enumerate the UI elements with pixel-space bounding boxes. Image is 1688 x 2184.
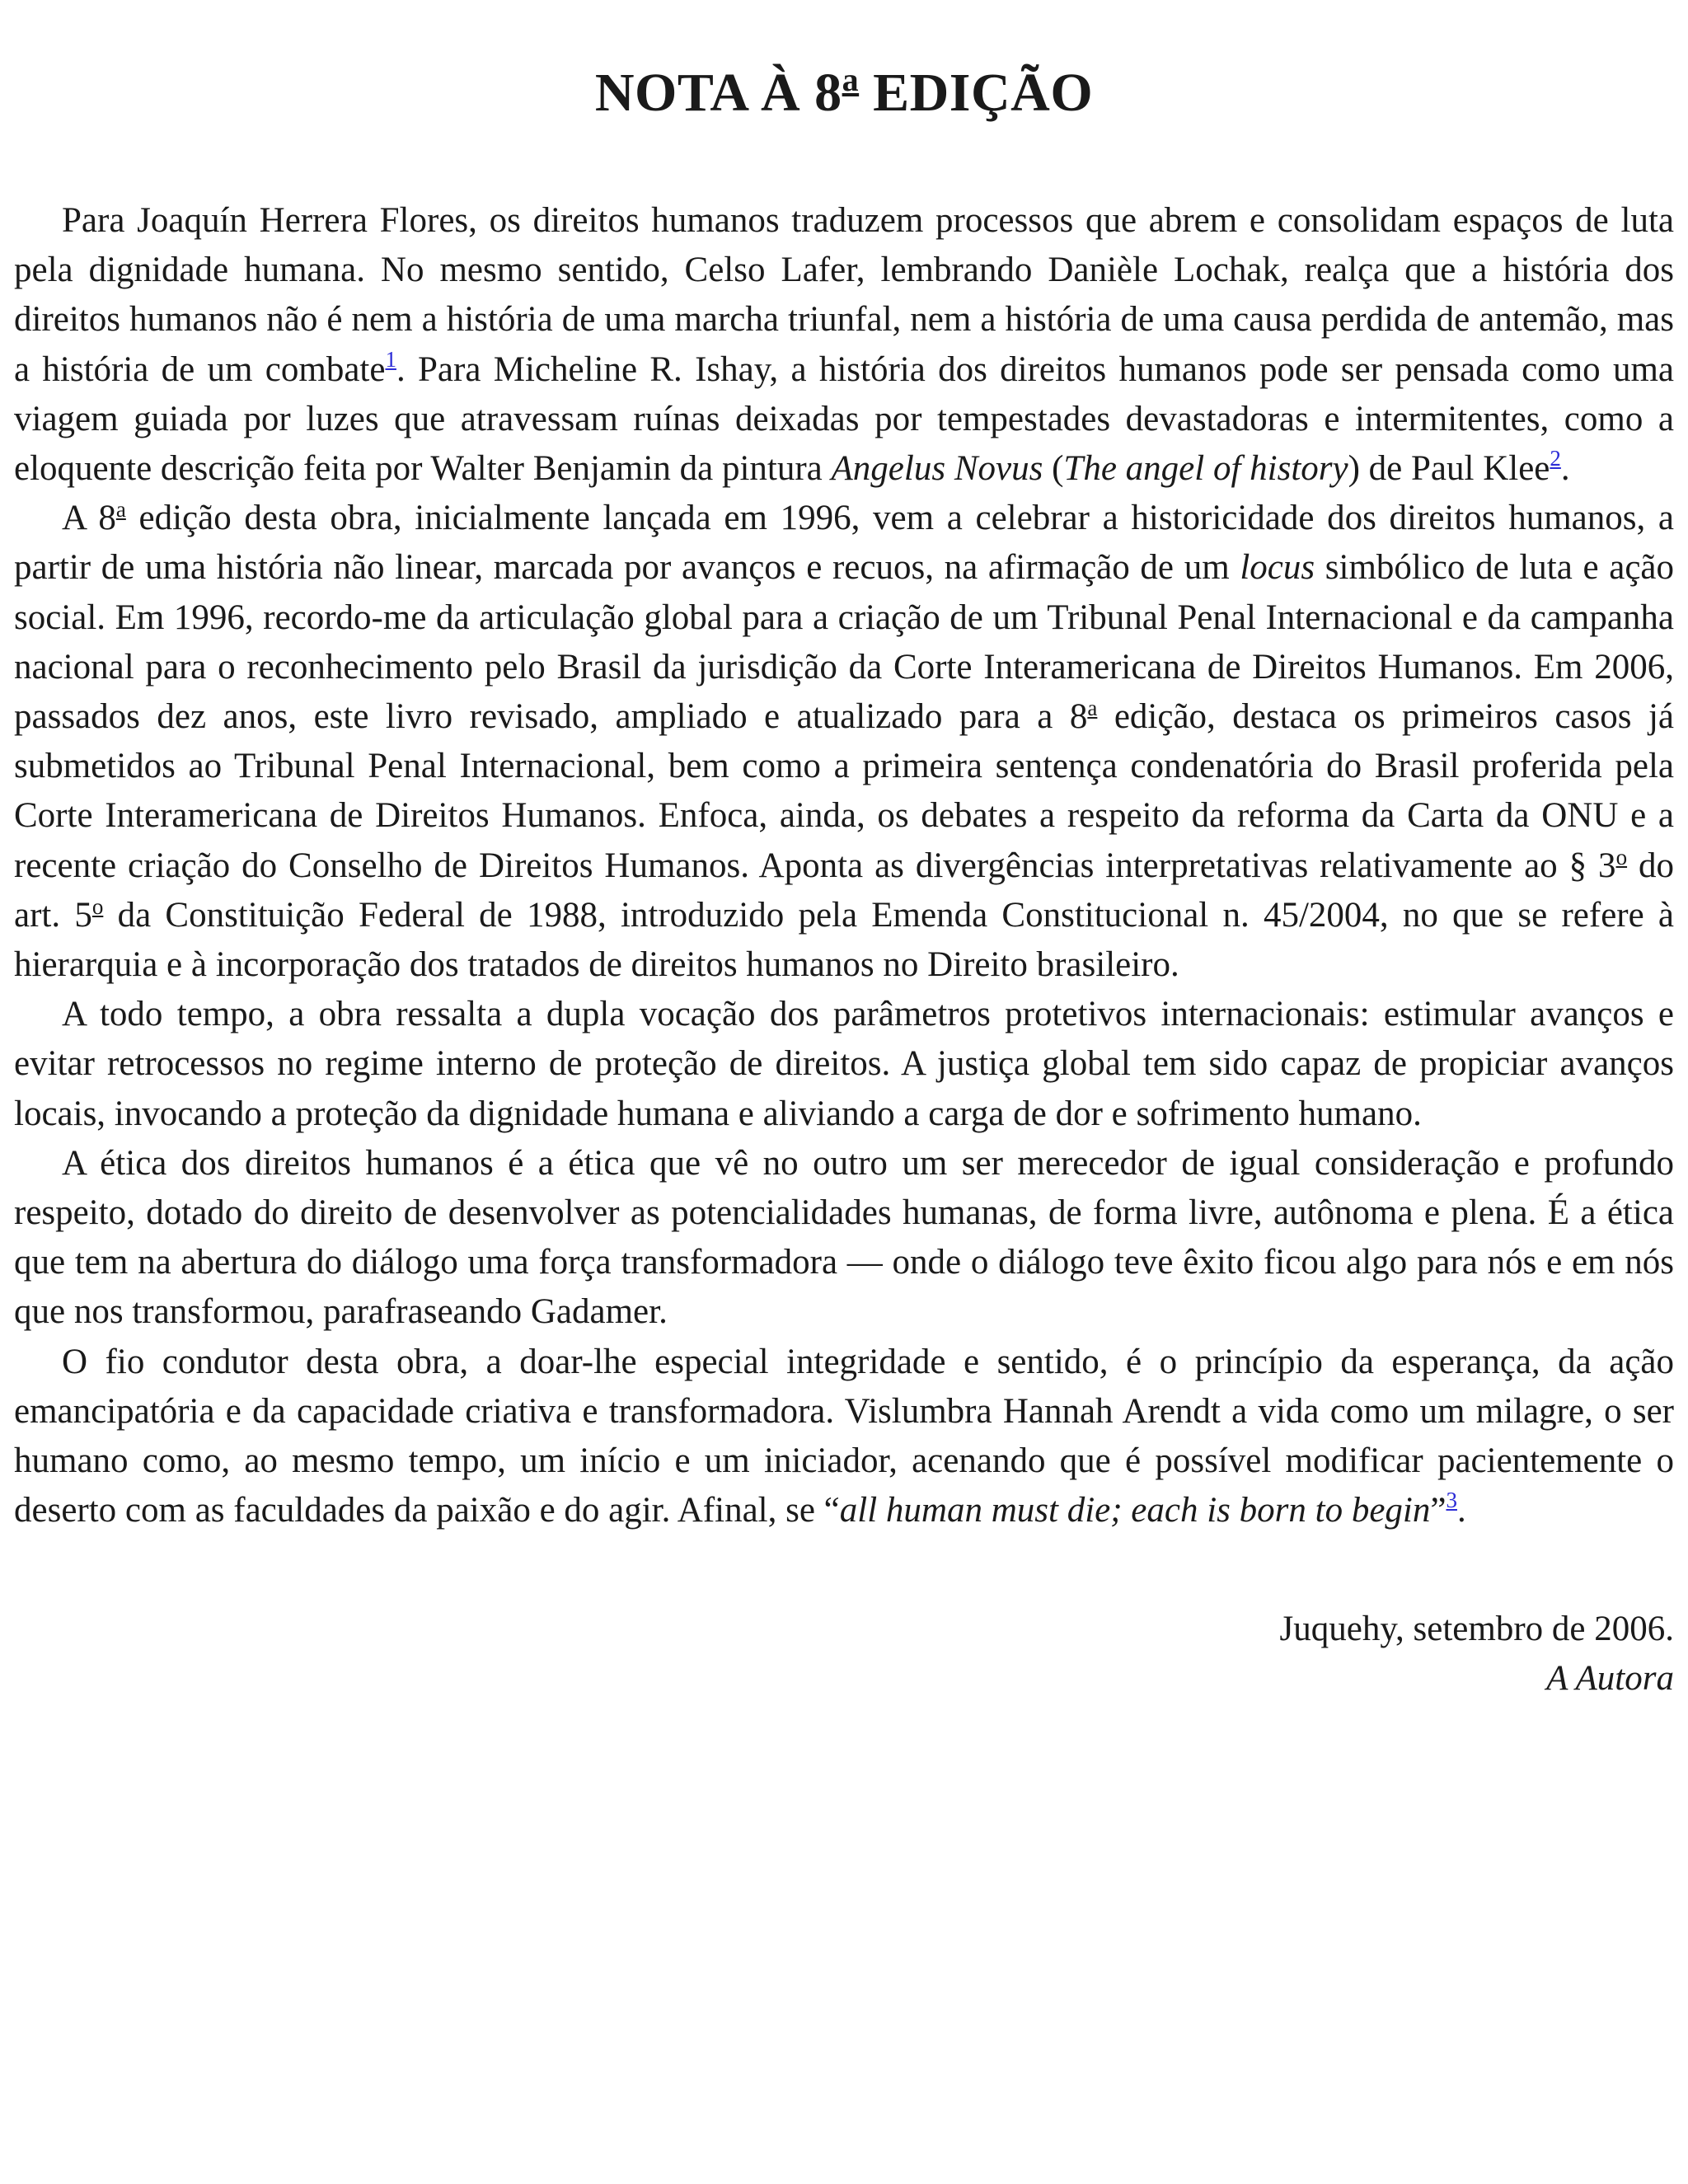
paragraph-2-text-6: da Constituição Federal de 1988, introduzido pela Emenda Constitucional n. 45/2004, no que se refere à hierarquia e à incorporação dos tratados de direitos humanos no Direito brasileiro. xyxy=(14,895,1674,985)
paragraph-5-text-3: . xyxy=(1456,1491,1466,1530)
paragraph-1-text-3: ( xyxy=(1043,449,1064,489)
ordinal-mark: o xyxy=(1615,844,1628,869)
title-text: NOTA À 8 xyxy=(594,63,842,123)
footnote-link-1[interactable]: 1 xyxy=(385,346,396,372)
page-title xyxy=(14,0,1674,123)
document-page xyxy=(14,0,1674,1704)
paragraph-5 xyxy=(14,1338,1674,1536)
ordinal-mark: a xyxy=(115,497,126,523)
footnote-link-3[interactable]: 3 xyxy=(1446,1488,1457,1513)
paragraph-1 xyxy=(14,196,1674,494)
paragraph-1-text-5: . xyxy=(1560,449,1570,489)
signature-author: A Autora xyxy=(1546,1659,1674,1699)
paragraph-3: A todo tempo, a obra ressalta a dupla vocação dos parâmetros protetivos internacionais: estimular avanços e evitar retrocessos no regime interno de proteção de direitos. A justiça global tem sido capaz de propiciar avanços locais, invocando a proteção da dignidade humana e aliviando a carga de dor e sofrimento humano. xyxy=(14,995,1674,1133)
italic-angelus-novus: Angelus Novus xyxy=(831,449,1043,489)
paragraph-2-text-3: simbólico de luta e ação social. Em 1996, recordo-me da articulação global para a criação de um Tribunal Penal Internacional e da campanha nacional para o reconhecimento pelo Brasil da jurisdição da Corte Interamericana de Direitos Humanos. Em 2006, passados dez anos, este livro revisado, ampliado e atualizado para a 8 xyxy=(14,548,1675,737)
paragraph-2-text-5: do art. 5 xyxy=(14,846,1675,935)
title-ordinal: a xyxy=(842,61,860,98)
paragraph-2-text-2: edição desta obra, inicialmente lançada em 1996, vem a celebrar a historicidade dos direitos humanos, a partir de uma história não linear, marcada por avanços e recuos, na afirmação de um xyxy=(14,499,1674,588)
document-body xyxy=(14,196,1674,1535)
paragraph-2-text-4: edição, destaca os primeiros casos já submetidos ao Tribunal Penal Internacional, bem como a primeira sentença condenatória do Brasil proferida pela Corte Interamericana de Direitos Humanos. Enfoca, ainda, os debates a respeito da reforma da Carta da ONU e a recente criação do Conselho de Direitos Humanos. Aponta as divergências interpretativas relativamente ao § 3 xyxy=(14,697,1674,885)
italic-arendt-quote: all human must die; each is born to begin xyxy=(839,1491,1431,1530)
paragraph-2-text-1: A 8 xyxy=(62,499,116,538)
ordinal-mark: o xyxy=(91,893,104,919)
paragraph-1-text-4: ) de Paul Klee xyxy=(1348,449,1550,489)
signature-block xyxy=(14,1605,1674,1704)
paragraph-5-text-2: ” xyxy=(1430,1491,1447,1530)
signature-place-date: Juquehy, setembro de 2006. xyxy=(1279,1610,1674,1649)
paragraph-5-text-1: O fio condutor desta obra, a doar-lhe especial integridade e sentido, é o princípio da esperança, da ação emancipatória e da capacidade criativa e transformadora. Vislumbra Hannah Arendt a vida como um milagre, o ser humano como, ao mesmo tempo, um início e um iniciador, acenando que é possível modificar pacientemente o deserto com as faculdades da paixão e do agir. Afinal, se “ xyxy=(14,1342,1674,1530)
italic-angel-of-history: The angel of history xyxy=(1063,449,1348,489)
paragraph-1-text-2: . Para Micheline R. Ishay, a história dos direitos humanos pode ser pensada como uma viagem guiada por luzes que atravessam ruínas deixadas por tempestades devastadoras e intermitentes, como a eloquente descrição feita por Walter Benjamin da pintura xyxy=(14,349,1674,489)
italic-locus: locus xyxy=(1240,548,1315,588)
ordinal-mark: a xyxy=(1087,696,1098,721)
paragraph-1-text-1: Para Joaquín Herrera Flores, os direitos humanos traduzem processos que abrem e consolidam espaços de luta pela dignidade humana. No mesmo sentido, Celso Lafer, lembrando Danièle Lochak, realça que a história dos direitos humanos não é nem a história de uma marcha triunfal, nem a história de uma causa perdida de antemão, mas a história de um combate xyxy=(14,201,1674,389)
title-suffix: EDIÇÃO xyxy=(859,63,1094,123)
footnote-link-2[interactable]: 2 xyxy=(1550,446,1561,471)
paragraph-4: A ética dos direitos humanos é a ética que vê no outro um ser merecedor de igual consideração e profundo respeito, dotado do direito de desenvolver as potencialidades humanas, de forma livre, autônoma e plena. É a ética que tem na abertura do diálogo uma força transformadora — onde o diálogo teve êxito ficou algo para nós e em nós que nos transformou, parafraseando Gadamer. xyxy=(14,1143,1674,1332)
paragraph-2 xyxy=(14,494,1674,990)
